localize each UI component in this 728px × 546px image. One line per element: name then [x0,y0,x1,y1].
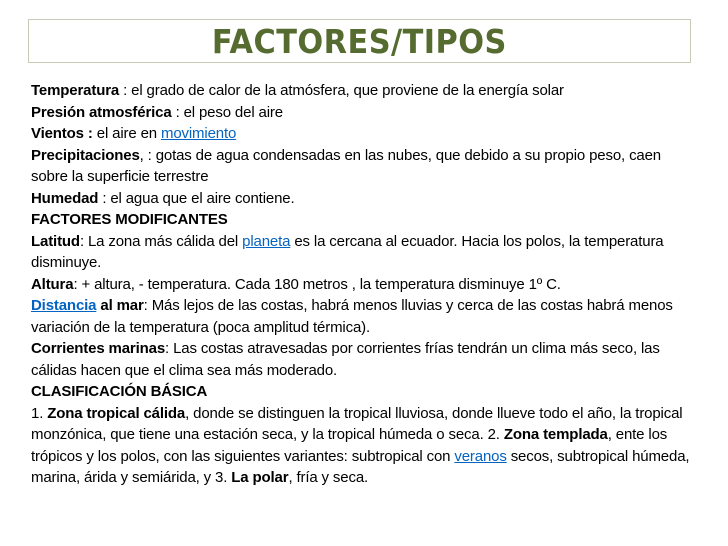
term-latitud: Latitud [31,232,80,250]
paragraph-altura [31,274,701,296]
text-presion: : el peso del aire [171,103,283,121]
paragraph-precipitaciones [31,145,701,188]
link-veranos[interactable]: veranos [454,447,507,465]
text-humedad: : el agua que el aire contiene. [98,189,295,207]
paragraph-temperatura [31,80,701,102]
term-zona-tropical: Zona tropical cálida [47,404,186,422]
content-body [31,80,701,489]
text-clasificacion-3: , ente los trópicos y los polos, con las siguientes variantes: subtropical con [31,426,668,465]
term-precipitaciones: Precipitaciones [31,146,140,164]
text-clasificacion-4: secos, subtropical húmeda, marina, árida y semiárida, y 3. [31,447,690,486]
paragraph-clasificacion [31,403,701,489]
text-precipitaciones: , : gotas de agua condensadas en las nubes, que debido a su propio peso, caen sobre la superficie terrestre [31,146,661,185]
term-la-polar: La polar [231,469,289,486]
paragraph-distancia [31,295,701,338]
paragraph-latitud [31,231,701,274]
text-clasificacion-1: 1. [31,404,48,422]
text-clasificacion-2: , donde se distinguen la tropical lluviosa, donde llueve todo el año, la tropical monzónica, que tiene una estación seca, y la tropical húmeda o seca. 2. [31,404,683,443]
term-corrientes: Corrientes marinas [31,340,166,357]
paragraph-presion [31,102,701,124]
link-movimiento[interactable]: movimiento [160,125,237,142]
text-temperatura: : el grado de calor de la atmósfera, que proviene de la energía solar [119,82,564,99]
term-al-mar: al mar [96,297,144,314]
term-humedad: Humedad [31,189,99,207]
link-distancia-text: Distancia [31,297,97,314]
paragraph-corrientes [31,338,701,381]
paragraph-vientos [31,123,701,145]
heading-clasificacion-basica [31,381,701,403]
link-planeta[interactable]: planeta [242,232,291,250]
term-zona-templada: Zona templada [503,426,608,443]
term-temperatura: Temperatura [31,82,120,99]
term-vientos: Vientos : [31,125,93,142]
heading-clasificacion-text: CLASIFICACIÓN BÁSICA [31,383,208,400]
text-altura: : + altura, - temperatura. Cada 180 metros , la temperatura disminuye 1º C. [73,275,561,293]
text-latitud-2: es la cercana al ecuador. Hacia los polos, la temperatura disminuye. [31,232,664,271]
paragraph-humedad [31,188,701,210]
title-box [28,19,691,63]
term-presion: Presión atmosférica [31,103,172,121]
link-distancia[interactable] [31,297,96,314]
text-latitud-1: : La zona más cálida del [79,232,243,250]
term-altura: Altura [31,275,74,293]
text-distancia: : Más lejos de las costas, habrá menos lluvias y cerca de las costas habrá menos variación de la temperatura (poca amplitud térmica). [31,297,673,336]
heading-factores-text: FACTORES MODIFICANTES [31,211,228,228]
slide-title: FACTORES/TIPOS [211,21,508,61]
text-vientos: el aire en [92,125,161,142]
text-clasificacion-5: , fría y seca. [288,469,369,486]
text-corrientes: : Las costas atravesadas por corrientes frías tendrán un clima más seco, las cálidas hacen que el clima sea más moderado. [31,340,660,379]
heading-factores-modificantes [31,209,701,231]
